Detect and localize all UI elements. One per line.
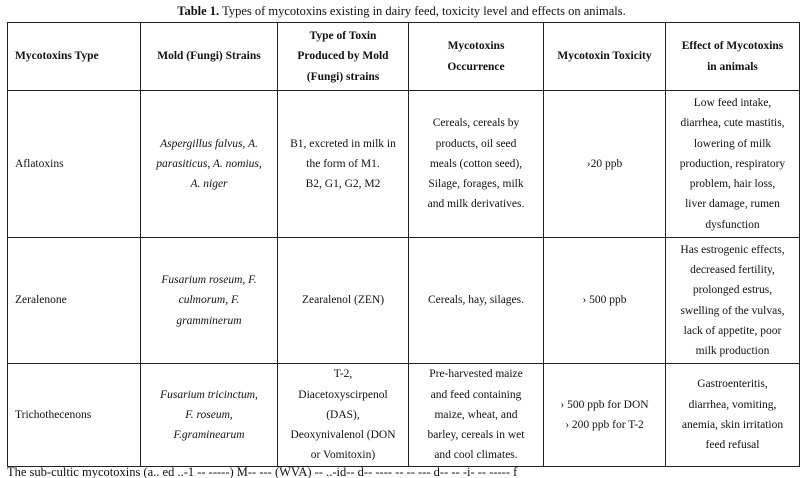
cell-line: dysfunction xyxy=(705,218,760,231)
cell-line: Produced by Mold xyxy=(297,50,389,63)
cell-line: › 500 ppb xyxy=(582,294,627,307)
effects-cell xyxy=(666,91,800,238)
cell-line: lowering of milk xyxy=(693,137,772,150)
cell-line: Effect of Mycotoxins xyxy=(681,40,784,53)
mycotoxin-type-cell xyxy=(8,91,141,238)
cell-line: decreased fertility, xyxy=(690,263,775,276)
cell-line: › 200 ppb for T-2 xyxy=(565,419,644,431)
cell-line: meals (cotton seed), xyxy=(429,157,523,170)
header-cell xyxy=(666,23,800,91)
cell-line: diarrhea, cute mastitis, xyxy=(680,117,785,130)
toxin-type-cell xyxy=(278,238,409,364)
effects-cell xyxy=(666,238,800,364)
cell-line: Occurrence xyxy=(447,60,505,73)
cell-line: Zeralenone xyxy=(15,294,67,307)
table-row xyxy=(8,238,800,364)
cell-line: Gastroenteritis, xyxy=(697,378,768,391)
header-cell xyxy=(278,23,409,91)
cell-line: Aflatoxins xyxy=(15,157,64,170)
caption-text: Types of mycotoxins existing in dairy feed, toxicity level and effects on animals. xyxy=(219,4,626,18)
cell-line: Mycotoxin Toxicity xyxy=(557,50,652,63)
mold-strains-cell xyxy=(141,364,278,467)
table-caption xyxy=(0,3,803,20)
cell-line: Aspergillus falvus, A. xyxy=(160,137,258,150)
cell-line: in animals xyxy=(707,60,758,73)
cell-line: Type of Toxin xyxy=(309,30,377,43)
cell-line: products, oil seed xyxy=(435,137,517,150)
cell-line: production, respiratory xyxy=(679,157,786,170)
cell-line: B1, excreted in milk in xyxy=(290,137,396,150)
cell-line: lack of appetite, poor xyxy=(683,324,782,337)
cell-line: the form of M1. xyxy=(306,157,380,170)
cell-line: Fusarium roseum, F. xyxy=(161,274,257,287)
cell-line: Cereals, hay, silages. xyxy=(427,294,524,307)
occurrence-cell xyxy=(409,364,544,467)
cell-line: Zearalenol (ZEN) xyxy=(301,294,385,307)
cell-line: Diacetoxyscirpenol xyxy=(298,388,388,401)
table-row xyxy=(8,91,800,238)
mycotoxin-type-cell xyxy=(8,364,141,467)
toxicity-cell xyxy=(544,238,666,364)
mold-strains-cell xyxy=(141,238,278,364)
cell-line: prolonged estrus, xyxy=(692,284,773,297)
trailing-paragraph: The sub-cultic mycotoxins (a.. ed ..-1 -- -----) M-- --- (WVA) -- ..-id-- d-- ---- -- -- --- d-- -- -i- -- ----- f xyxy=(7,465,518,478)
header-cell xyxy=(544,23,666,91)
cell-line: feed refusal xyxy=(705,439,760,452)
cell-line: Mold (Fungi) Strains xyxy=(157,50,261,63)
header-cell xyxy=(8,23,141,91)
cell-line: Silage, forages, milk xyxy=(428,178,524,191)
cell-line: Has estrogenic effects, xyxy=(680,243,785,256)
cell-line: anemia, skin irritation xyxy=(681,419,784,431)
table-row xyxy=(8,364,800,467)
cell-line: F. roseum, xyxy=(185,408,233,421)
cell-line: (Fungi) strains xyxy=(306,70,380,83)
cell-line: B2, G1, G2, M2 xyxy=(305,178,381,191)
cell-line: problem, hair loss, xyxy=(689,178,776,191)
header-cell xyxy=(409,23,544,91)
mycotoxin-type-cell xyxy=(8,238,141,364)
cell-line: or Vomitoxin) xyxy=(310,449,376,462)
cell-line: F.graminearum xyxy=(173,429,245,442)
cell-line: barley, cereals in wet xyxy=(427,429,525,442)
cell-line: T-2, xyxy=(333,368,353,381)
cell-line: gramminerum xyxy=(176,314,242,327)
toxin-type-cell xyxy=(278,364,409,467)
cell-line: diarrhea, vomiting, xyxy=(688,398,777,411)
cell-line: Trichothecenons xyxy=(15,408,92,421)
cell-line: swelling of the vulvas, xyxy=(680,304,785,317)
cell-line: Pre-harvested maize xyxy=(429,368,523,381)
cell-line: Mycotoxins Type xyxy=(15,50,99,63)
cell-line: Fusarium tricinctum, xyxy=(160,388,258,401)
cell-line: milk production xyxy=(695,345,770,358)
toxicity-cell xyxy=(544,91,666,238)
cell-line: Mycotoxins xyxy=(447,40,505,53)
occurrence-cell xyxy=(409,91,544,238)
toxicity-cell xyxy=(544,364,666,467)
header-row xyxy=(8,23,800,91)
cell-line: liver damage, rumen xyxy=(685,198,780,211)
toxin-type-cell xyxy=(278,91,409,238)
mold-strains-cell xyxy=(141,91,278,238)
cell-line: (DAS), xyxy=(326,408,360,421)
cell-line: and feed containing xyxy=(430,388,522,401)
cell-line: A. niger xyxy=(190,178,228,191)
cell-line: maize, wheat, and xyxy=(434,408,518,421)
cell-line: parasiticus, A. nomius, xyxy=(156,157,262,170)
cell-line: › 500 ppb for DON xyxy=(560,398,649,411)
cell-line: and milk derivatives. xyxy=(427,198,525,211)
effects-cell xyxy=(666,364,800,467)
cell-line: ›20 ppb xyxy=(586,157,623,170)
mycotoxins-table xyxy=(7,22,800,467)
cell-line: and cool climates. xyxy=(434,449,518,462)
occurrence-cell xyxy=(409,238,544,364)
cell-line: culmorum, F. xyxy=(178,294,240,307)
cell-line: Cereals, cereals by xyxy=(432,117,520,130)
cell-line: Low feed intake, xyxy=(693,96,772,109)
header-cell xyxy=(141,23,278,91)
caption-label: Table 1. xyxy=(177,4,220,18)
cell-line: Deoxynivalenol (DON xyxy=(290,429,396,442)
